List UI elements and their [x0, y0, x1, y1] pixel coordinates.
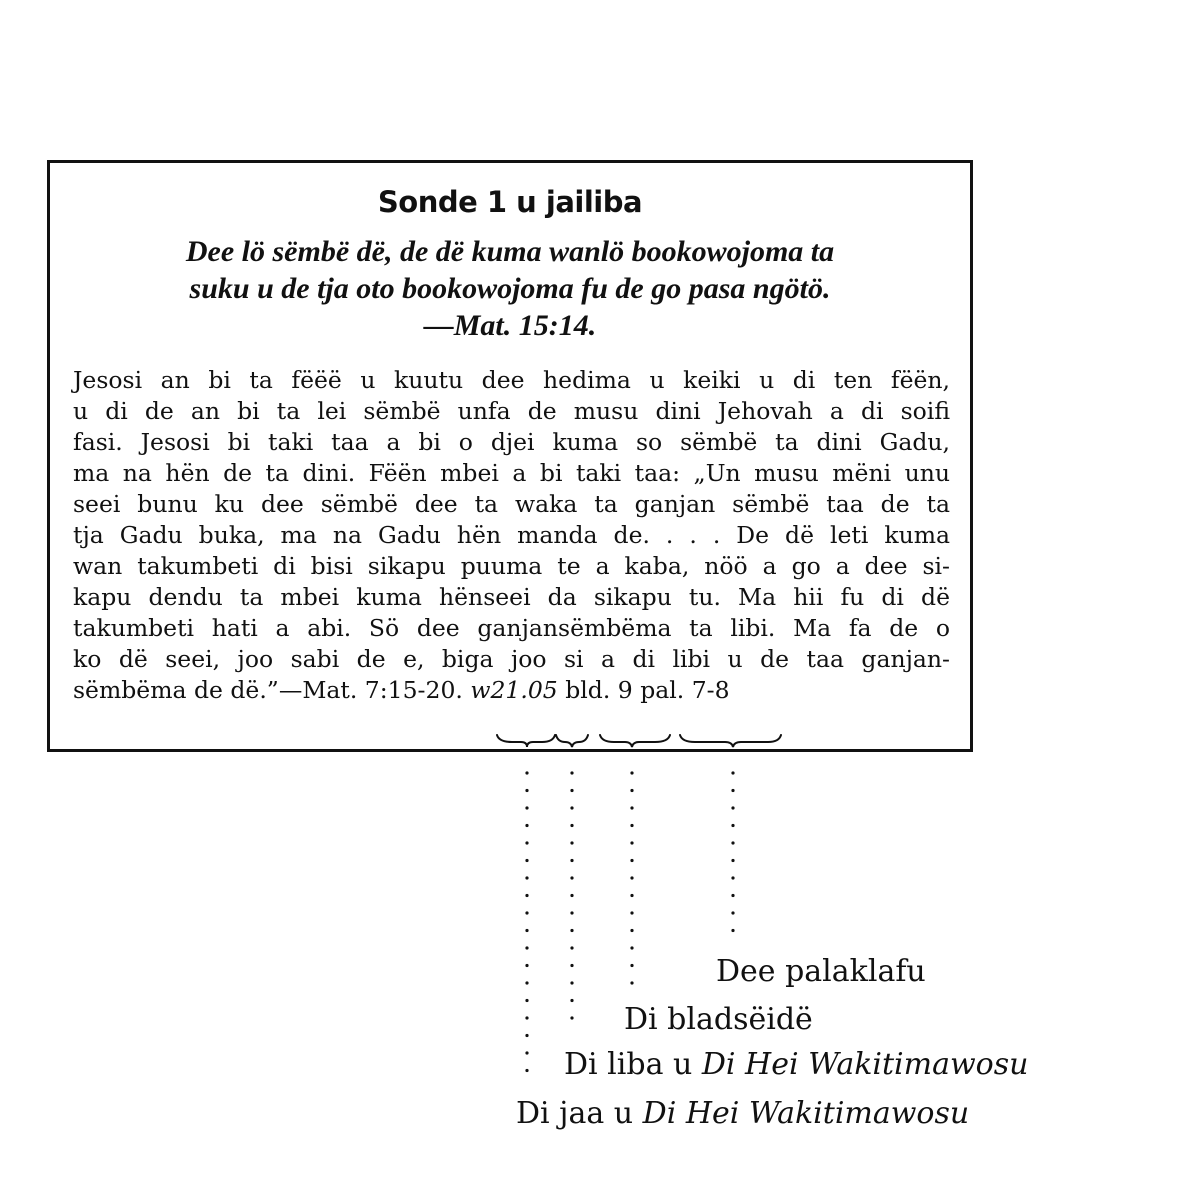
brace-year — [497, 735, 555, 747]
label-issue — [564, 1047, 1028, 1083]
label-year-title: Di Hei Wakitimawosu — [642, 1096, 970, 1131]
body-line-7: wan takumbeti di bisi sikapu puuma te a kaba, nöö a go a dee si- — [73, 552, 950, 580]
reference-paragraphs: pal. 7-8 — [640, 676, 730, 704]
label-paragraph: Dee palaklafu — [716, 954, 926, 989]
reference-study: bld. 9 — [565, 676, 633, 704]
body-line-9: takumbeti hati a abi. Sö dee ganjansëmbëma ta libi. Ma fa de o — [73, 614, 950, 642]
body-line-10: ko dë seei, joo sabi de e, biga joo si a di libi u de taa ganjan- — [73, 645, 950, 673]
daily-text-heading: Sonde 1 u jailiba — [377, 185, 643, 219]
brace-paragraph — [680, 735, 781, 747]
brace-issue — [556, 735, 588, 747]
brace-page — [600, 735, 670, 747]
body-last-line-text: sëmbëma de dë.”—Mat. 7:15-20. — [73, 676, 471, 704]
body-line-4: ma na hën de ta dini. Fëën mbei a bi taki taa: „Un musu mëni unu — [73, 459, 950, 487]
reference-issue: w21.05 — [470, 676, 558, 704]
body-line-6: tja Gadu buka, ma na Gadu hën manda de. . . . De dë leti kuma — [73, 521, 950, 549]
body-line-5: seei bunu ku dee sëmbë dee ta waka ta ganjan sëmbë taa de ta — [73, 490, 950, 518]
theme-verse-line-1: Dee lö sëmbë dë, de dë kuma wanlö bookowojoma ta — [185, 235, 835, 268]
body-line-2: u di de an bi ta lei sëmbë unfa de musu dini Jehovah a di soifi — [73, 397, 950, 425]
body-line-8: kapu dendu ta mbei kuma hënseei da sikapu tu. Ma hii fu di dë — [73, 583, 950, 611]
body-line-1: Jesosi an bi ta fëëë u kuutu dee hedima u keiki u di ten fëën, — [73, 366, 950, 394]
body-line-3: fasi. Jesosi bi taki taa a bi o djei kuma so sëmbë ta dini Gadu, — [73, 428, 950, 456]
label-year-prefix: Di jaa u — [516, 1096, 643, 1131]
theme-verse-reference: —Mat. 15:14. — [423, 309, 597, 342]
label-issue-prefix: Di liba u — [564, 1047, 702, 1082]
label-issue-title: Di Hei Wakitimawosu — [701, 1047, 1029, 1082]
theme-verse-line-2: suku u de tja oto bookowojoma fu de go pasa ngötö. — [189, 272, 831, 305]
label-page: Di bladsëidë — [624, 1002, 813, 1037]
label-year — [516, 1096, 969, 1132]
